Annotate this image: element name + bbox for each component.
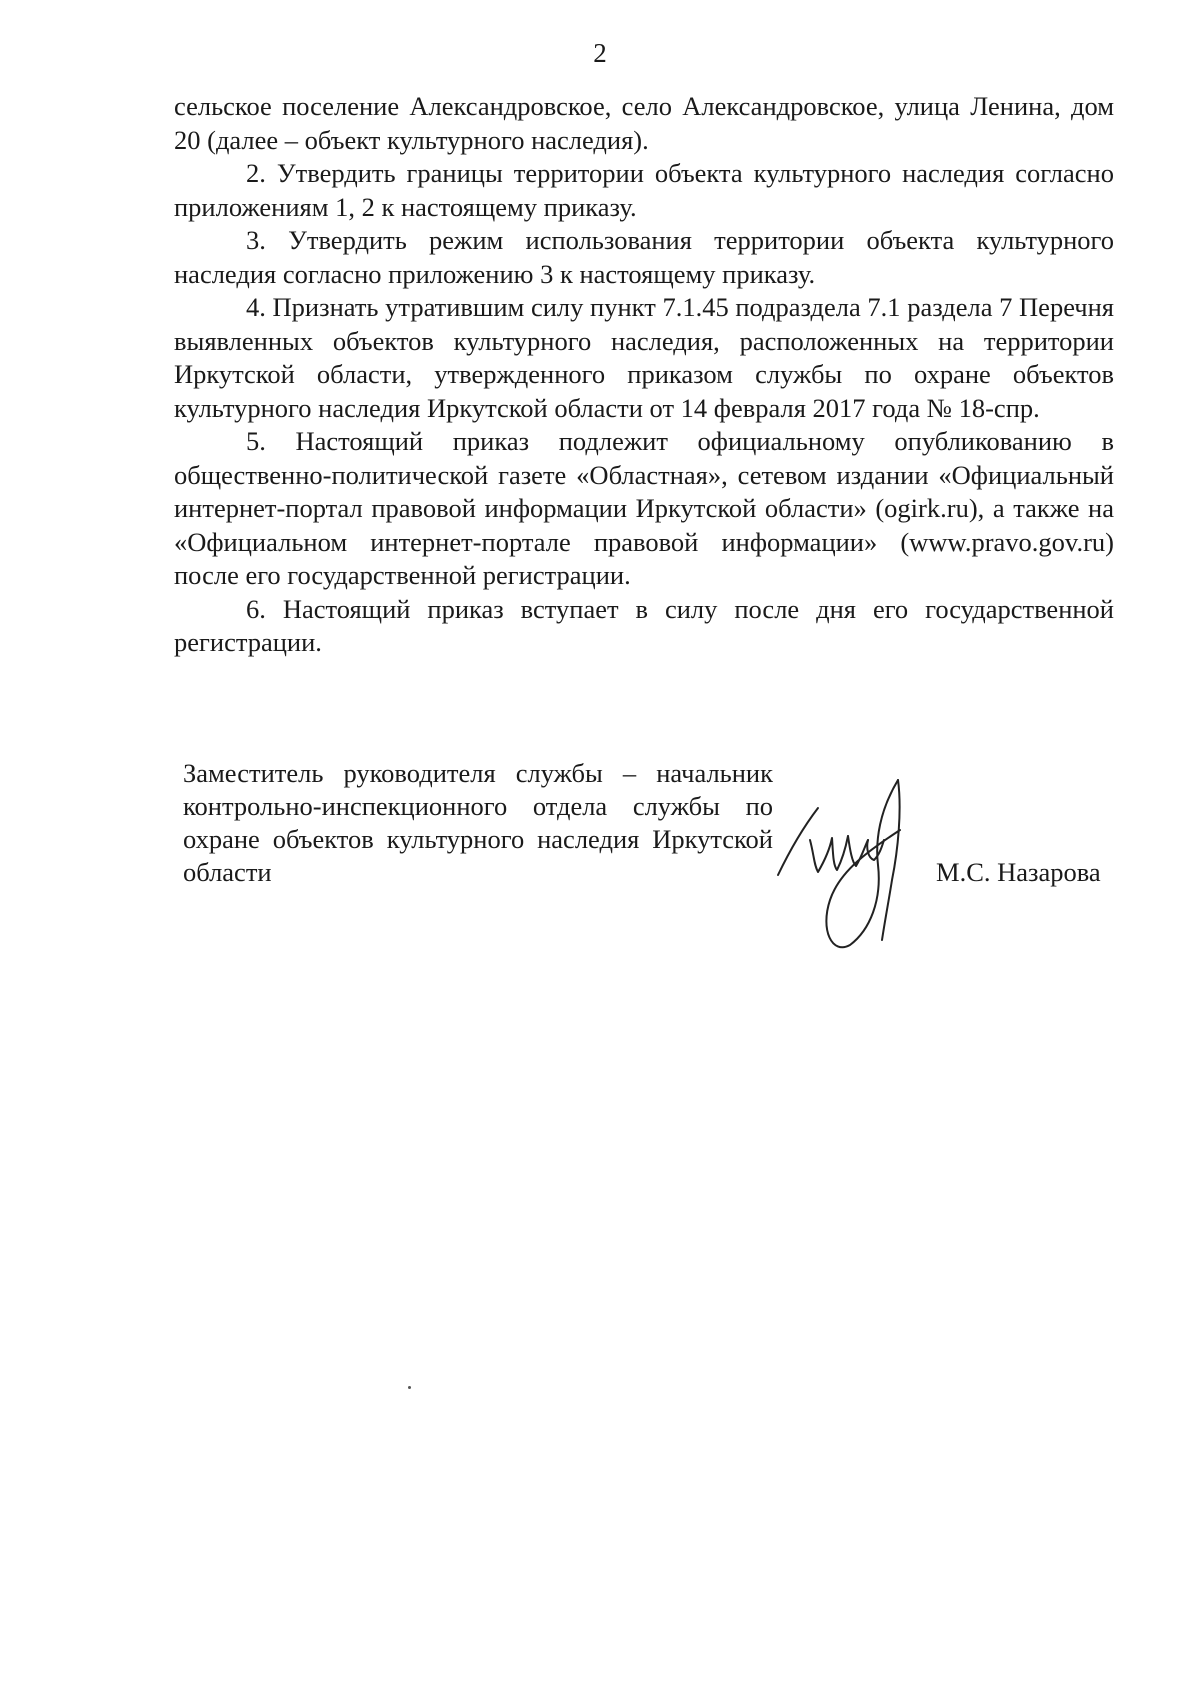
page-number: 2 bbox=[593, 38, 607, 68]
paragraph-item-6: 6. Настоящий приказ вступает в силу после дня его государственной регистрации. bbox=[174, 593, 1114, 657]
paragraph-item-3: 3. Утвердить режим использования территории объекта культурного наследия согласно приложению 3 к настоящему приказу. bbox=[174, 225, 1114, 289]
handwritten-signature-icon bbox=[770, 770, 940, 950]
paragraph-continuation: сельское поселение Александровское, село Александровское, улица Ленина, дом 20 (далее – объект культурного наследия). bbox=[174, 91, 1114, 155]
scan-speck bbox=[408, 1386, 411, 1389]
signatory-name: М.С. Назарова bbox=[936, 857, 1101, 887]
document-body bbox=[174, 90, 1114, 660]
paragraph-item-4: 4. Признать утратившим силу пункт 7.1.45 подраздела 7.1 раздела 7 Перечня выявленных объектов культурного наследия, расположенных на территории Иркутской области, утвержденного приказом службы по охране объектов культурного наследия Иркутской области от 14 февраля 2017 года № 18-спр. bbox=[174, 292, 1114, 423]
paragraph-item-5: 5. Настоящий приказ подлежит официальному опубликованию в общественно-политической газете «Областная», сетевом издании «Официальный интернет-портал правовой информации Иркутской области» (ogirk.ru), а также на «Официальном интернет-портале правовой информации» (www.pravo.gov.ru) после его государственной регистрации. bbox=[174, 426, 1114, 590]
signatory-position: Заместитель руководителя службы – начальник контрольно-инспекционного отдела службы по охране объектов культурного наследия Иркутской области bbox=[183, 758, 773, 887]
paragraph-item-2: 2. Утвердить границы территории объекта культурного наследия согласно приложениям 1, 2 к настоящему приказу. bbox=[174, 158, 1114, 222]
